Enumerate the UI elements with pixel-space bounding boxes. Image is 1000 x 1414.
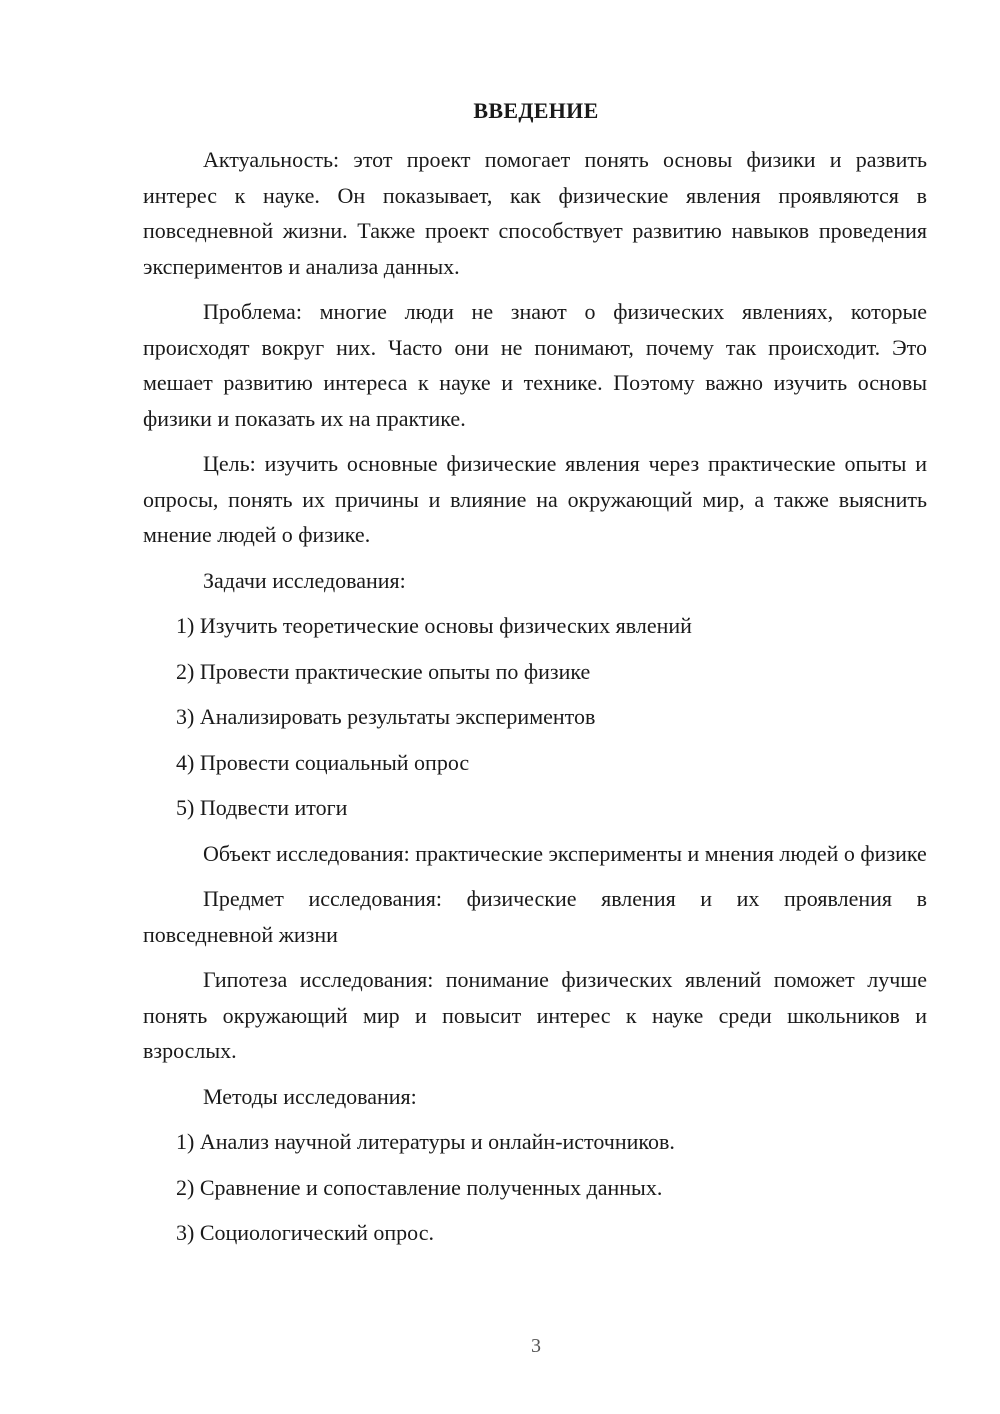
problem-paragraph: Проблема: многие люди не знают о физических явлениях, которые происходят вокруг них. Часто они не понимают, почему так происходит. Это мешает развитию интереса к науке и технике. Поэтому важно изучить основы физики и показать их на практике. — [143, 299, 927, 431]
list-item: 3) Анализировать результаты экспериментов — [176, 704, 596, 729]
page-title: ВВЕДЕНИЕ — [473, 98, 599, 123]
relevance-paragraph: Актуальность: этот проект помогает понять основы физики и развить интерес к науке. Он показывает, как физические явления проявляются в повседневной жизни. Также проект способствует развитию навыков проведения экспериментов и анализа данных. — [143, 147, 927, 279]
hypothesis-paragraph: Гипотеза исследования: понимание физических явлений поможет лучше понять окружающий мир и повысит интерес к науке среди школьников и взрослых. — [143, 967, 927, 1063]
list-item: 5) Подвести итоги — [176, 795, 348, 820]
list-item: 1) Анализ научной литературы и онлайн-источников. — [176, 1129, 675, 1154]
list-item: 1) Изучить теоретические основы физических явлений — [176, 613, 692, 638]
methods-list — [143, 1124, 927, 1251]
methods-heading: Методы исследования: — [203, 1083, 417, 1109]
document-body — [143, 142, 927, 1261]
goal-paragraph: Цель: изучить основные физические явления через практические опыты и опросы, понять их причины и влияние на окружающий мир, а также выяснить мнение людей о физике. — [143, 451, 927, 547]
subject-paragraph: Предмет исследования: физические явления и их проявления в повседневной жизни — [143, 886, 927, 947]
object-paragraph: Объект исследования: практические эксперименты и мнения людей о физике — [203, 840, 927, 866]
page-number: 3 — [531, 1335, 541, 1357]
list-item: 4) Провести социальный опрос — [176, 749, 470, 775]
list-item: 2) Провести практические опыты по физике — [176, 658, 591, 684]
tasks-list — [143, 608, 927, 826]
list-item: 2) Сравнение и сопоставление полученных данных. — [176, 1174, 663, 1200]
tasks-heading: Задачи исследования: — [203, 567, 406, 593]
list-item: 3) Социологический опрос. — [176, 1220, 434, 1245]
